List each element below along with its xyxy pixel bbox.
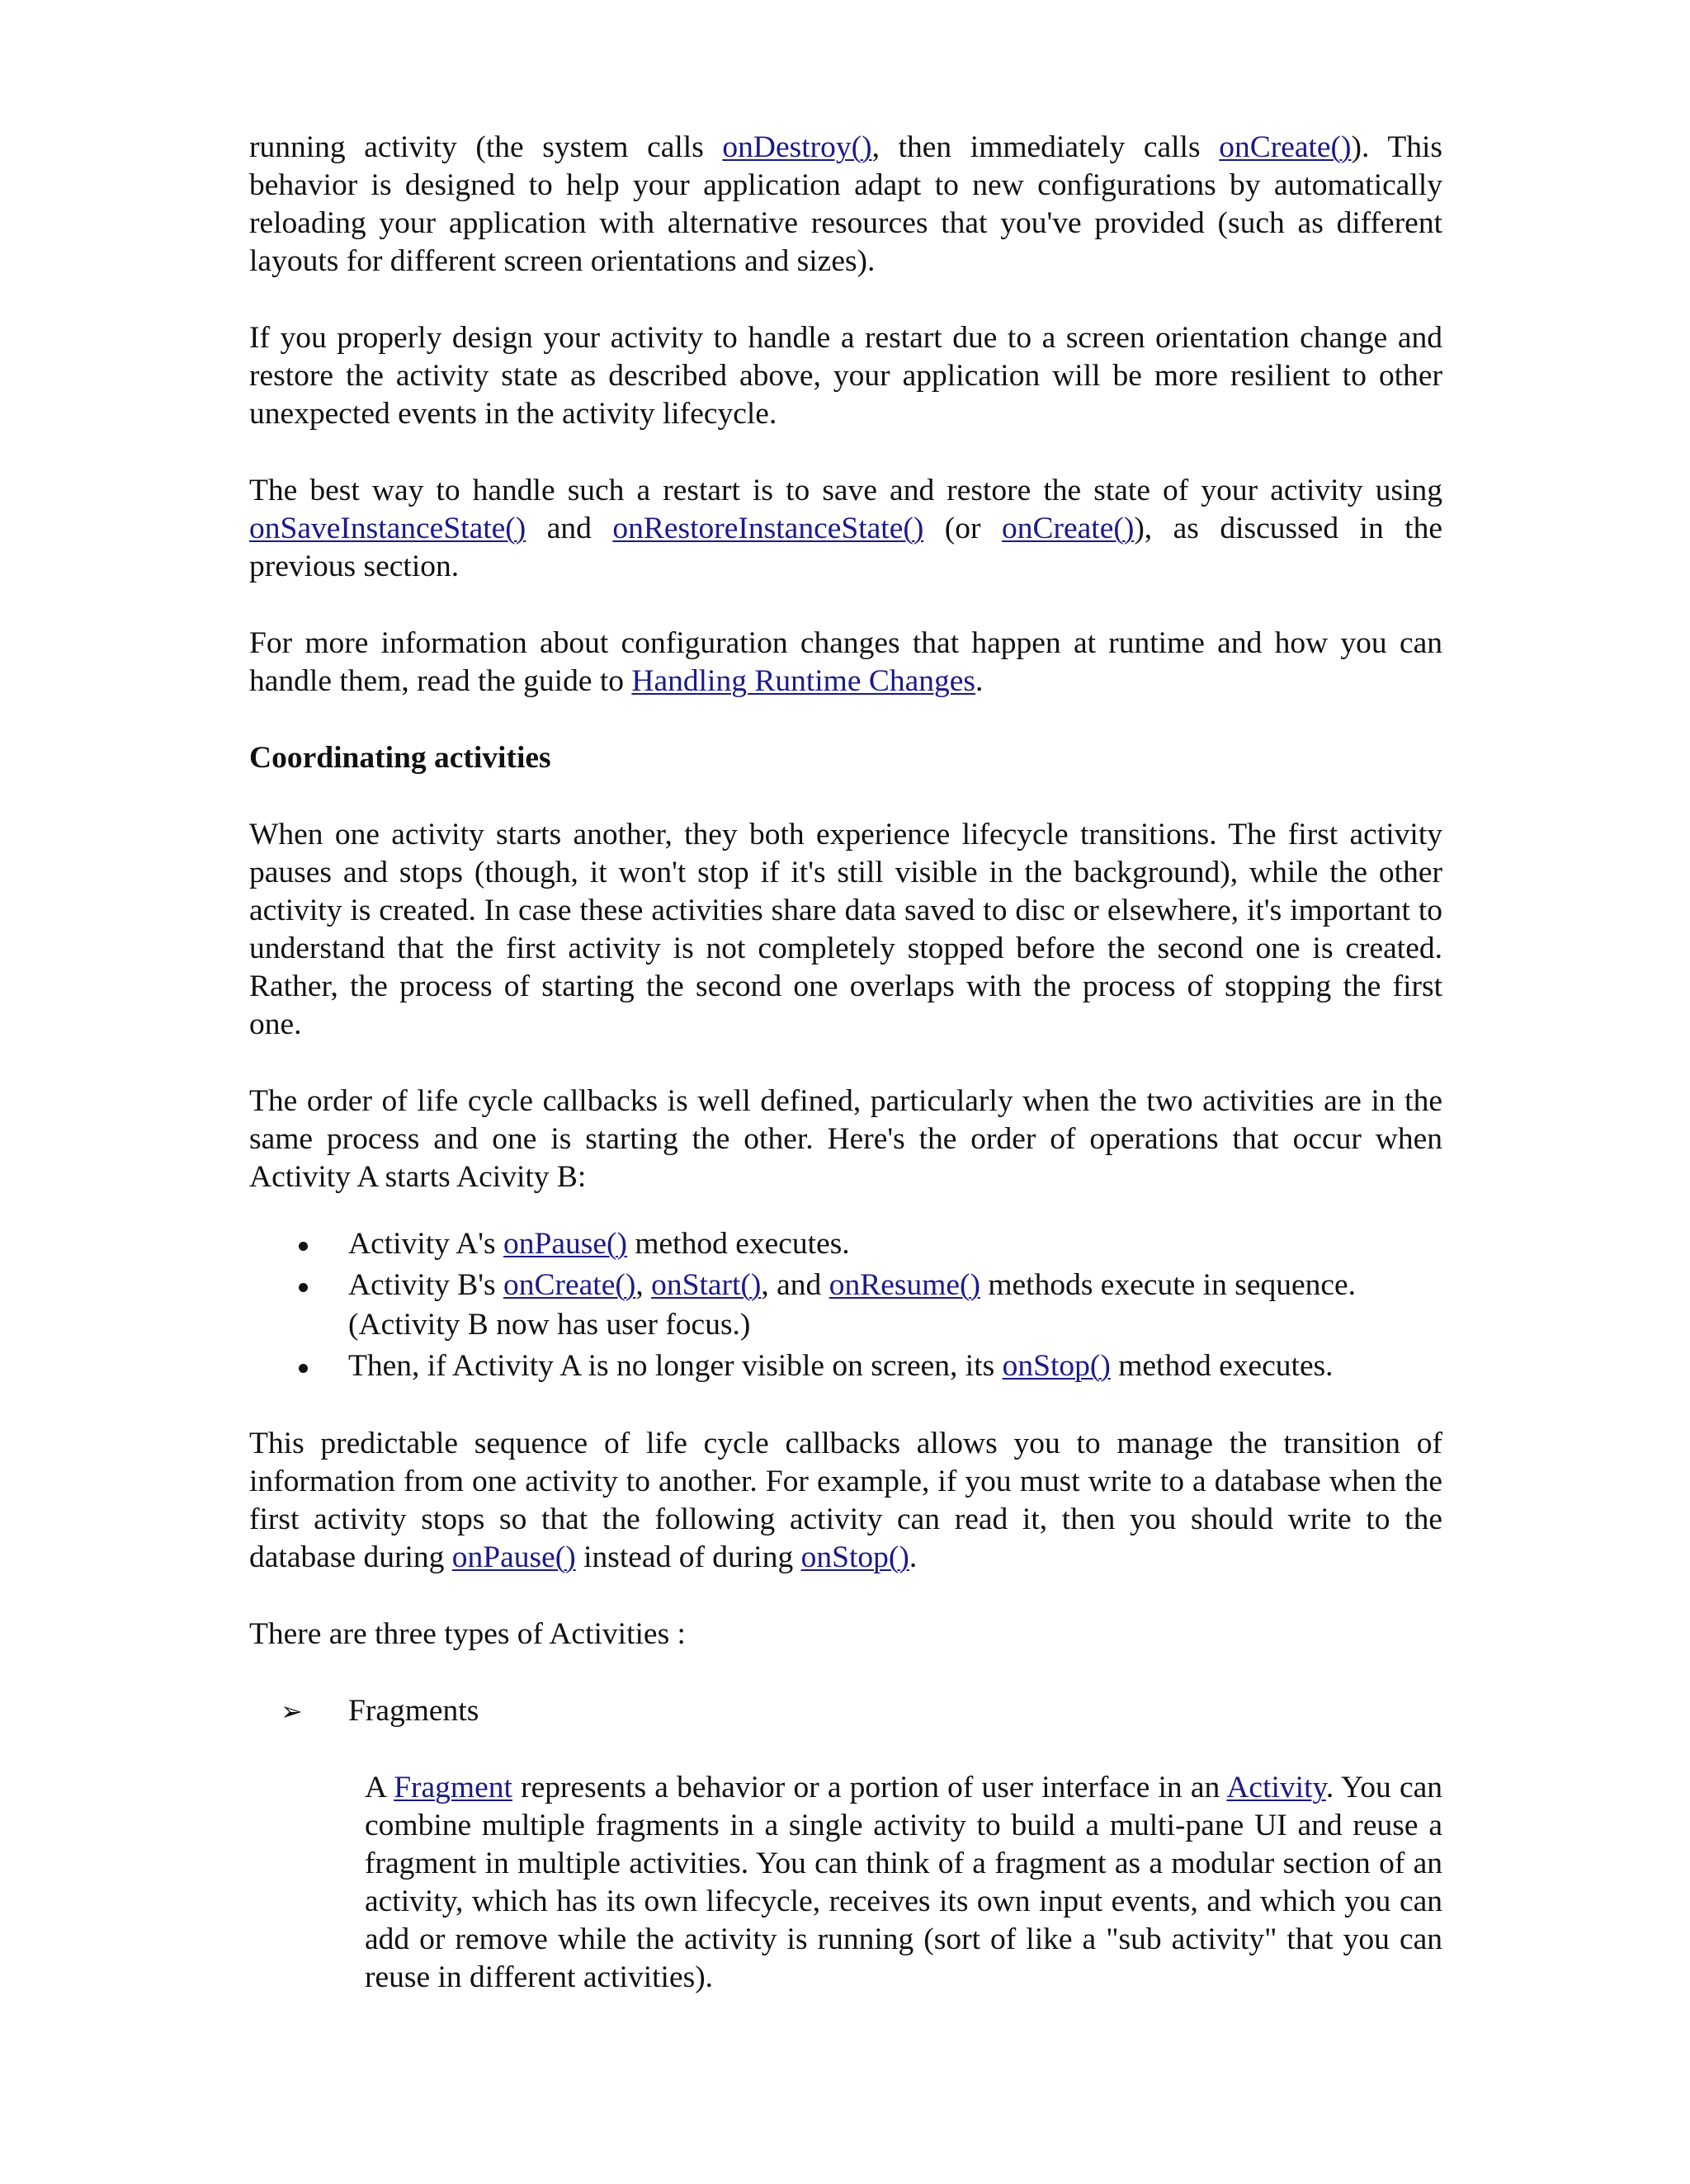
- arrow-bullet-icon: ➢: [281, 1696, 303, 1727]
- text: .: [975, 664, 984, 698]
- list-item-label: Fragments: [348, 1694, 479, 1728]
- list-item: [249, 1224, 1442, 1264]
- text: method executes.: [626, 1227, 850, 1261]
- paragraph-more-info: [249, 625, 1442, 700]
- link-onresume[interactable]: onResume(): [828, 1268, 980, 1302]
- text: There are three types of Activities :: [249, 1617, 686, 1651]
- document-page: [249, 129, 1442, 2035]
- text: method executes.: [1110, 1349, 1334, 1383]
- link-onpause[interactable]: onPause(): [451, 1540, 576, 1574]
- paragraph-order: [249, 1083, 1442, 1196]
- paragraph-three-types: [249, 1616, 1442, 1653]
- text: If you properly design your activity to handle a restart due to a screen orientation change and restore the activity state as described above, your application will be more resilient to other unexpected events in the activity lifecycle.: [249, 321, 1442, 431]
- link-onsaveinstancestate[interactable]: onSaveInstanceState(): [249, 512, 526, 545]
- link-activity[interactable]: Activity: [1226, 1771, 1326, 1804]
- text: For more information about configuration changes that happen at runtime and how you can handle them, read the guide to: [249, 626, 1442, 698]
- link-ondestroy[interactable]: onDestroy(): [722, 130, 872, 164]
- text: . You can combine multiple fragments in a single activity to build a multi-pane UI and reuse a fragment in multiple activities. You can think of a fragment as a modular section of an activity, which has its own lifecycle, receives its own input events, and which you can add or remove while the activity is running (sort of like a "sub activity" that you can reuse in different activities).: [365, 1771, 1442, 1994]
- bullet-icon: [299, 1283, 308, 1292]
- text: (or: [923, 512, 1002, 545]
- section-heading: Coordinating activities: [249, 741, 551, 775]
- link-fragment[interactable]: Fragment: [394, 1771, 512, 1804]
- text: The order of life cycle callbacks is well defined, particularly when the two activities are in the same process and one is starting the other. Here's the order of operations that occur when Activity A starts Acivity B:: [249, 1084, 1442, 1194]
- text: A: [365, 1771, 394, 1804]
- link-onstart[interactable]: onStart(): [651, 1268, 762, 1302]
- callback-order-list: [249, 1224, 1442, 1386]
- link-oncreate[interactable]: onCreate(): [503, 1268, 636, 1302]
- link-onpause[interactable]: onPause(): [503, 1227, 627, 1261]
- link-handling-runtime-changes[interactable]: Handling Runtime Changes: [631, 664, 976, 698]
- text: Activity A's: [348, 1227, 504, 1261]
- text: ). This behavior is designed to help your application adapt to new configurations by automatically reloading your application with alternative resources that you've provided (such as different layouts for different screen orientations and sizes).: [249, 130, 1442, 278]
- link-onstop[interactable]: onStop(): [1002, 1349, 1111, 1383]
- paragraph-proper-design: [249, 319, 1442, 433]
- text: , then immediately calls: [871, 130, 1220, 164]
- text: methods execute in sequence. (Activity B now has user focus.): [348, 1268, 1357, 1342]
- paragraph-config-restart: [249, 129, 1442, 281]
- link-oncreate[interactable]: onCreate(): [1001, 512, 1135, 545]
- text: .: [909, 1540, 918, 1574]
- paragraph-handle-restart: [249, 472, 1442, 586]
- text: Activity B's: [348, 1268, 504, 1302]
- text: ,: [635, 1268, 652, 1302]
- paragraph-fragment: [365, 1769, 1442, 1997]
- list-item-fragments: [249, 1692, 1442, 1730]
- text: This predictable sequence of life cycle callbacks allows you to manage the transition of information from one activity to another. For example, if you must write to a database when the first activity stops so that the following activity can read it, then you should write to the database during: [249, 1427, 1442, 1574]
- paragraph-predictable-sequence: [249, 1425, 1442, 1577]
- text: ), as discussed in the previous section.: [249, 512, 1442, 583]
- link-onrestoreinstancestate[interactable]: onRestoreInstanceState(): [612, 512, 924, 545]
- text: and: [526, 512, 613, 545]
- list-item: [249, 1266, 1442, 1345]
- bullet-icon: [299, 1364, 308, 1373]
- list-item: [249, 1347, 1442, 1386]
- text: , and: [761, 1268, 829, 1302]
- text: running activity (the system calls: [249, 130, 723, 164]
- link-oncreate[interactable]: onCreate(): [1219, 130, 1352, 164]
- text: When one activity starts another, they both experience lifecycle transitions. The first activity pauses and stops (though, it won't stop if it's still visible in the background), while the other activity is created. In case these activities share data saved to disc or elsewhere, it's important to understand that the first activity is not completely stopped before the second one is created. Rather, the process of starting the second one overlaps with the process of stopping the first one.: [249, 818, 1442, 1041]
- text: instead of during: [575, 1540, 801, 1574]
- text: represents a behavior or a portion of user interface in an: [512, 1771, 1227, 1804]
- text: The best way to handle such a restart is to save and restore the state of your activity using: [249, 474, 1442, 507]
- text: Then, if Activity A is no longer visible on screen, its: [348, 1349, 1003, 1383]
- bullet-icon: [299, 1242, 308, 1251]
- paragraph-coordinating: [249, 816, 1442, 1044]
- link-onstop[interactable]: onStop(): [800, 1540, 909, 1574]
